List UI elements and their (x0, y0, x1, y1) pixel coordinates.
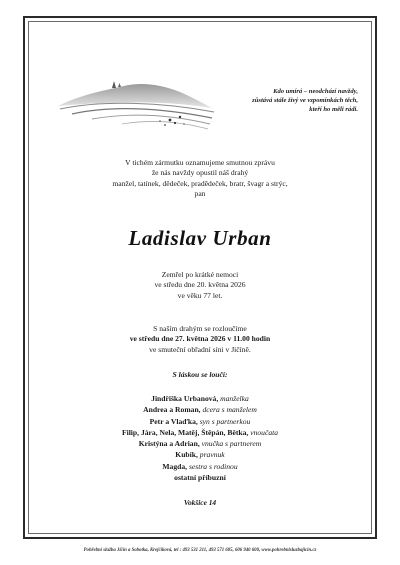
intro-line: manžel, tatínek, dědeček, pradědeček, bratr, švagr a strýc, (112, 178, 288, 188)
mourner-relation: vnučka s partnerem (201, 439, 262, 449)
landscape-illustration (52, 72, 217, 134)
funeral-service-footer: Pohřební služba Jičín a Sobotka, Krejčíková, tel : 493 531 211, 493 571 605, 606 940 600, www.pohrebnisluzbajicin.cz (83, 548, 317, 553)
list-item (50, 461, 350, 472)
mourner-relation: pravnuk (199, 450, 225, 460)
mourner-relation: vnoučata (250, 427, 279, 437)
list-item (50, 404, 350, 415)
list-item (50, 427, 350, 438)
list-item (50, 472, 350, 483)
list-item (50, 449, 350, 460)
mourner-name: Kubík, (175, 450, 198, 460)
mourners-list (50, 393, 350, 483)
memorial-quote (208, 88, 358, 114)
intro-line: V tichém zármutku oznamujeme smutnou zprávu (125, 158, 275, 167)
death-details (60, 270, 340, 301)
mourner-name: Kristýna a Adrian, (138, 439, 200, 449)
deceased-name: Ladislav Urban (128, 226, 272, 250)
intro-line: že nás navždy opustil náš drahý (151, 168, 249, 178)
mourner-name: Andrea a Roman, (143, 405, 201, 415)
death-line: ve věku 77 let. (177, 290, 223, 300)
mourner-relation: sestra s rodinou (188, 461, 238, 471)
mourner-name: Petr a Vlaďka, (149, 416, 198, 426)
mourner-relation: manželka (220, 394, 249, 403)
mourner-name: Jindřiška Urbanová, (151, 394, 219, 403)
farewell-heading: S láskou se loučí: (172, 370, 228, 379)
mourner-relation: dcera s manželem (202, 405, 257, 415)
list-item (50, 393, 350, 404)
list-item (50, 438, 350, 449)
funeral-details (60, 324, 340, 355)
intro-line: pan (194, 188, 206, 198)
list-item (50, 416, 350, 427)
quote-line: zůstává stále živý ve vzpomínkách těch, (252, 96, 358, 104)
funeral-place: ve smuteční obřadní síni v Jičíně. (149, 344, 251, 354)
quote-line: kteří ho měli rádi. (309, 105, 358, 113)
mourner-name: Magda, (162, 461, 188, 471)
death-line: Zemřel po krátké nemoci (161, 270, 239, 279)
announcement-intro (60, 158, 340, 199)
funeral-date: ve středu dne 27. května 2026 v 11.00 hodin (129, 334, 271, 344)
family-address: Vokšice 14 (183, 498, 217, 507)
funeral-line: S naším drahým se rozloučíme (153, 324, 247, 333)
mourner-name: ostatní příbuzní (174, 473, 226, 483)
quote-line: Kdo umírá – neodchází navždy, (273, 88, 358, 95)
death-line: ve středu dne 20. května 2026 (154, 280, 246, 290)
mourner-relation: syn s partnerkou (199, 416, 251, 426)
mourner-name: Filip, Jára, Nela, Matěj, Štěpán, Bětka, (121, 427, 249, 437)
